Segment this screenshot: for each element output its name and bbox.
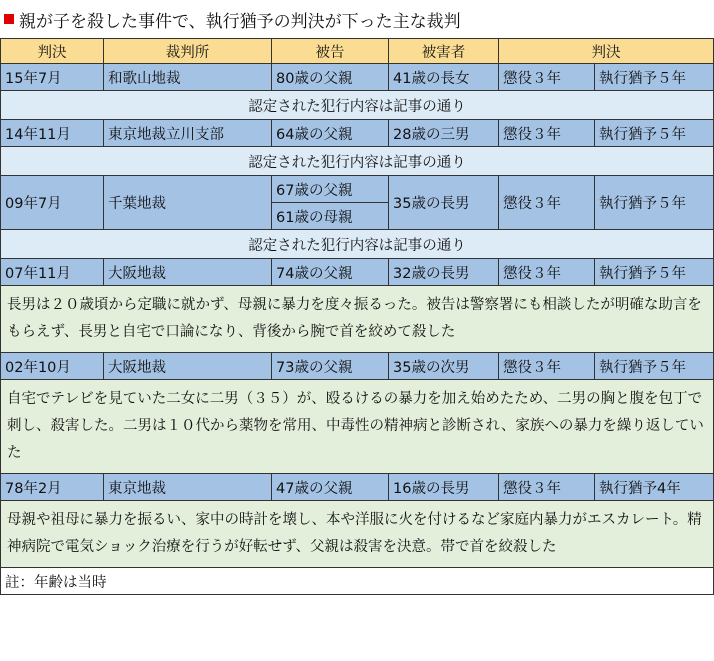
case-sentence: 懲役３年 bbox=[499, 64, 595, 91]
case-defendant: 73歳の父親 bbox=[272, 353, 389, 380]
case-story: 自宅でテレビを見ていた二女に二男（３５）が、殴るけるの暴力を加え始めたため、二男の胸と腹を包丁で刺し、殺害した。二男は１０代から薬物を常用、中毒性の精神病と診断され、家族への暴力を繰り返していた bbox=[1, 380, 714, 474]
note-text: 認定された犯行内容は記事の通り bbox=[1, 91, 714, 120]
case-defendant: 64歳の父親 bbox=[272, 120, 389, 147]
note-row bbox=[1, 230, 714, 259]
header-victim: 被害者 bbox=[389, 39, 499, 64]
story-row bbox=[1, 286, 714, 353]
case-story: 母親や祖母に暴力を振るい、家中の時計を壊し、本や洋服に火を付けるなど家庭内暴力がエスカレート。精神病院で電気ショック治療を行うが好転せず、父親は殺害を決意。帯で首を絞殺した bbox=[1, 501, 714, 568]
table-row bbox=[1, 353, 714, 380]
page-title bbox=[0, 0, 714, 38]
note-row bbox=[1, 147, 714, 176]
header-row bbox=[1, 39, 714, 64]
note-row bbox=[1, 91, 714, 120]
case-sentence: 懲役３年 bbox=[499, 120, 595, 147]
case-sentence: 懲役３年 bbox=[499, 474, 595, 501]
cases-table bbox=[0, 38, 714, 595]
case-suspension: 執行猶予５年 bbox=[595, 176, 714, 230]
case-story: 長男は２０歳頃から定職に就かず、母親に暴力を度々振るった。被告は警察署にも相談したが明確な助言をもらえず、長男と自宅で口論になり、背後から腕で首を絞めて殺した bbox=[1, 286, 714, 353]
table-row bbox=[1, 176, 714, 203]
case-defendant: 74歳の父親 bbox=[272, 259, 389, 286]
case-court: 東京地裁 bbox=[104, 474, 272, 501]
case-date: 02年10月 bbox=[1, 353, 104, 380]
table-row bbox=[1, 474, 714, 501]
header-sentence: 判決 bbox=[499, 39, 714, 64]
footnote-row bbox=[1, 568, 714, 595]
header-date: 判決 bbox=[1, 39, 104, 64]
title-text: 親が子を殺した事件で、執行猶予の判決が下った主な裁判 bbox=[19, 11, 461, 32]
case-victim: 35歳の次男 bbox=[389, 353, 499, 380]
case-date: 07年11月 bbox=[1, 259, 104, 286]
case-victim: 16歳の長男 bbox=[389, 474, 499, 501]
header-court: 裁判所 bbox=[104, 39, 272, 64]
story-row bbox=[1, 501, 714, 568]
table-row bbox=[1, 120, 714, 147]
case-sentence: 懲役３年 bbox=[499, 176, 595, 230]
case-victim: 32歳の長男 bbox=[389, 259, 499, 286]
case-suspension: 執行猶予５年 bbox=[595, 120, 714, 147]
table-row bbox=[1, 64, 714, 91]
case-defendant: 80歳の父親 bbox=[272, 64, 389, 91]
case-suspension: 執行猶予５年 bbox=[595, 353, 714, 380]
case-suspension: 執行猶予５年 bbox=[595, 259, 714, 286]
case-sentence: 懲役３年 bbox=[499, 353, 595, 380]
header-defendant: 被告 bbox=[272, 39, 389, 64]
note-text: 認定された犯行内容は記事の通り bbox=[1, 147, 714, 176]
case-suspension: 執行猶予4年 bbox=[595, 474, 714, 501]
case-sentence: 懲役３年 bbox=[499, 259, 595, 286]
case-court: 和歌山地裁 bbox=[104, 64, 272, 91]
note-text: 認定された犯行内容は記事の通り bbox=[1, 230, 714, 259]
red-square-icon bbox=[4, 14, 14, 24]
case-date: 78年2月 bbox=[1, 474, 104, 501]
case-suspension: 執行猶予５年 bbox=[595, 64, 714, 91]
case-victim: 35歳の長男 bbox=[389, 176, 499, 230]
story-row bbox=[1, 380, 714, 474]
case-date: 15年7月 bbox=[1, 64, 104, 91]
case-court: 東京地裁立川支部 bbox=[104, 120, 272, 147]
case-court: 千葉地裁 bbox=[104, 176, 272, 230]
case-defendant-2: 61歳の母親 bbox=[272, 203, 389, 230]
case-date: 14年11月 bbox=[1, 120, 104, 147]
case-defendant: 47歳の父親 bbox=[272, 474, 389, 501]
case-date: 09年7月 bbox=[1, 176, 104, 230]
case-defendant: 67歳の父親 bbox=[272, 176, 389, 203]
table-row bbox=[1, 259, 714, 286]
case-court: 大阪地裁 bbox=[104, 353, 272, 380]
footnote: 註：年齢は当時 bbox=[1, 568, 714, 595]
case-victim: 28歳の三男 bbox=[389, 120, 499, 147]
case-victim: 41歳の長女 bbox=[389, 64, 499, 91]
case-court: 大阪地裁 bbox=[104, 259, 272, 286]
